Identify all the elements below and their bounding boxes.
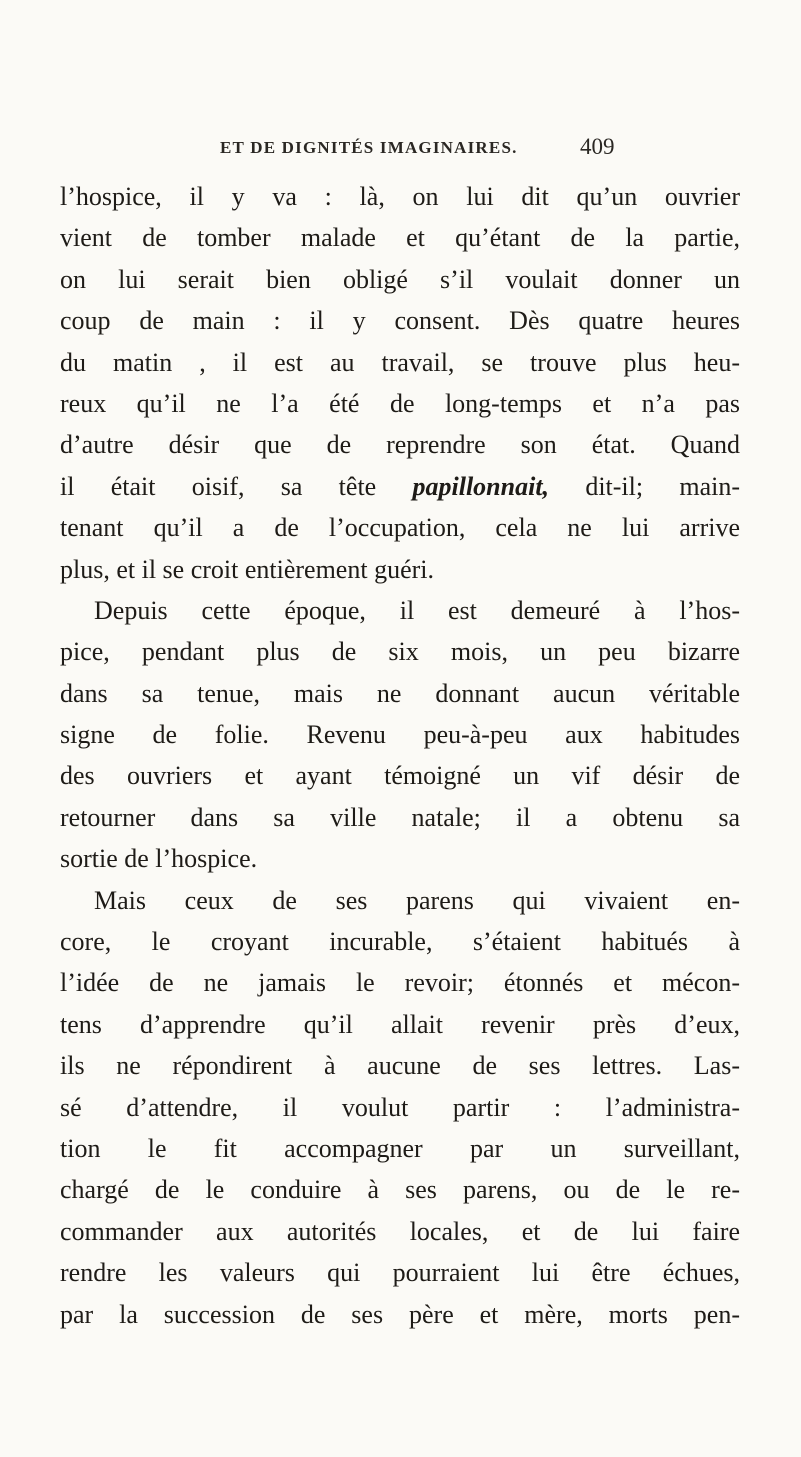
text-line: Mais ceux de ses parens qui vivaient en- [94,885,740,915]
text-line: l’idée de ne jamais le revoir; étonnés et mécon- [60,968,740,998]
text-line: chargé de le conduire à ses parens, ou de le re- [60,1175,740,1205]
text-line: ils ne répondirent à aucune de ses lettres. Las- [60,1051,740,1081]
text-line: plus, et il se croit entièrement guéri. [60,554,434,584]
text-line: Depuis cette époque, il est demeuré à l’hos- [94,595,740,625]
text-line: sé d’attendre, il voulut partir : l’administra- [60,1092,740,1122]
text-line: des ouvriers et ayant témoigné un vif désir de [60,761,740,791]
running-head: ET DE DIGNITÉS IMAGINAIRES. [220,138,518,157]
page-number: 409 [580,134,615,159]
text-line: par la succession de ses père et mère, morts pen- [60,1299,740,1329]
text-line: commander aux autorités locales, et de lui faire [60,1216,740,1246]
text-line: retourner dans sa ville natale; il a obtenu sa [60,802,740,832]
text-line: sortie de l’hospice. [60,844,258,874]
text-line: vient de tomber malade et qu’étant de la partie, [60,223,740,253]
text-line: core, le croyant incurable, s’étaient habitués à [60,927,740,957]
body-text [60,176,740,1335]
text-segment: dit-il; main- [585,471,741,501]
text-line: tens d’apprendre qu’il allait revenir près d’eux, [60,1009,740,1039]
text-line: dans sa tenue, mais ne donnant aucun véritable [60,678,740,708]
text-line: tenant qu’il a de l’occupation, cela ne lui arrive [60,513,740,543]
text-line: d’autre désir que de reprendre son état. Quand [60,430,740,460]
text-line: l’hospice, il y va : là, on lui dit qu’un ouvrier [60,182,740,211]
text-line: pice, pendant plus de six mois, un peu bizarre [60,637,740,667]
text-line: tion le fit accompagner par un surveillant, [60,1133,740,1163]
text-line: reux qu’il ne l’a été de long-temps et n’a pas [60,388,740,418]
text-line: on lui serait bien obligé s’il voulait donner un [60,264,740,294]
text-line-with-italic [60,466,740,507]
text-line: rendre les valeurs qui pourraient lui être échues, [60,1258,740,1288]
text-line: du matin , il est au travail, se trouve plus heu- [60,347,740,377]
italic-word: papillonnait, [412,471,550,501]
text-segment: il était oisif, sa tête [60,471,377,501]
text-line: coup de main : il y consent. Dès quatre heures [60,306,740,336]
text-line: signe de folie. Revenu peu-à-peu aux habitudes [60,720,740,750]
